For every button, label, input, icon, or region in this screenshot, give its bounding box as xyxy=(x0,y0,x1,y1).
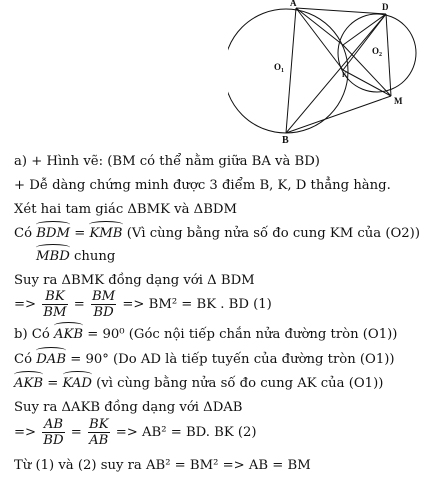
angle-mbd: MBD xyxy=(36,249,70,264)
label-o1: $O_1$ xyxy=(274,62,285,74)
text-line-8: b) Có AKB = 90⁰ (Góc nội tiếp chắn nửa đường tròn (O1)) xyxy=(14,327,398,342)
fraction-bk-ab: $\frac{BK}{AB}$ xyxy=(89,417,109,448)
label-a: A xyxy=(290,0,297,8)
segment-ab xyxy=(286,8,296,133)
label-d: D xyxy=(382,2,389,12)
text-line-2: + Dễ dàng chứng minh được 3 điểm B, K, D thẳng hàng. xyxy=(14,178,391,193)
label-o2: $O_2$ xyxy=(372,46,383,58)
text-line-11: Suy ra ΔAKB đồng dạng với ΔDAB xyxy=(14,400,243,415)
label-b: B xyxy=(282,135,289,146)
angle-akb-2: AKB xyxy=(14,376,44,391)
angle-kad: KAD xyxy=(62,376,92,391)
angle-dab: DAB xyxy=(36,352,67,367)
label-m: M xyxy=(394,96,403,106)
text-line-3: Xét hai tam giác ΔBMK và ΔBDM xyxy=(14,202,237,217)
fraction-ab-bd: $\frac{AB}{BD}$ xyxy=(43,417,64,448)
text-line-6: Suy ra ΔBMK đồng dạng với Δ BDM xyxy=(14,273,255,288)
angle-akb: AKB xyxy=(54,327,84,342)
segment-x3 xyxy=(343,14,386,70)
segment-dm xyxy=(386,14,391,96)
text-line-5: MBD chung xyxy=(36,249,116,264)
text-line-9: Có DAB = 90° (Do AD là tiếp tuyến của đường tròn (O1)) xyxy=(14,352,395,367)
label-k: K xyxy=(342,71,348,79)
fraction-bk-bm: $\frac{BK}{BM}$ xyxy=(43,289,67,320)
text-line-1: a) + Hình vẽ: (BM có thể nằm giữa BA và BD) xyxy=(14,154,320,169)
circle-o1 xyxy=(228,9,348,133)
segment-km xyxy=(343,70,391,96)
segment-x1 xyxy=(343,45,391,96)
angle-kmb: KMB xyxy=(89,226,123,241)
text-line-13: Từ (1) và (2) suy ra AB² = BM² => AB = BM xyxy=(14,458,311,473)
text-line-7: => $\frac{BK}{BM}$ = $\frac{BM}{BD}$ => BM² = BK . BD (1) xyxy=(14,289,272,320)
geometry-figure xyxy=(228,0,442,148)
text-line-10: AKB = KAD (vì cùng bằng nửa số đo cung AK của (O1)) xyxy=(14,376,384,391)
text-line-12: => $\frac{AB}{BD}$ = $\frac{BK}{AB}$ => AB² = BD. BK (2) xyxy=(14,417,257,448)
angle-bdm: BDM xyxy=(36,226,71,241)
text-line-4: Có BDM = KMB (Vì cùng bằng nửa số đo cung KM của (O2)) xyxy=(14,226,420,241)
fraction-bm-bd: $\frac{BM}{BD}$ xyxy=(91,289,116,320)
